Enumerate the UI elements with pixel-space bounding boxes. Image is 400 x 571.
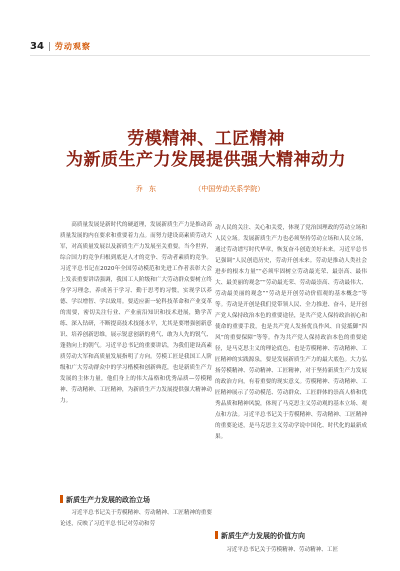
running-header: [30, 40, 91, 52]
subheading-text: 新质生产力发展的政治立场: [66, 496, 150, 504]
author-affiliation: （中国劳动关系学院）: [194, 185, 265, 193]
body-paragraph: 习近平总书记关于劳模精神、劳动精神、工匠: [226, 547, 339, 553]
article-title-line1: 劳模精神、工匠精神: [127, 129, 285, 149]
byline: [0, 184, 400, 194]
body-paragraph: 高质量发展是新时代的硬道理，发展新质生产力是推动高质量发展的内在要求和重要着力点。而努力建设高素质劳动大军，对高质量发展以及新质生产力发展至关重要。当今世界，综合国力的竞争归根到底是人才的竞争、劳动者素质的竞争。习近平总书记在2020年全国劳动模范和先进工作者表彰大会上发表重要讲话强调，我国工人阶级和广大劳动群众要树立终身学习理念，养成善于学习、勤于思考的习惯，实现学以养德、学以增智、学以致用。要适应新一轮科技革命和产业变革的需要，密切关注行业、产业前沿知识和技术进展，勤学苦练、深入钻研，不断提高技术技能水平，尤其是要增强创新意识、培养创新思维，展示锐意创新的勇气、敢为人先的锐气、蓬勃向上的朝气。习近平总书记的重要讲话，为我们建设高素质劳动大军和高质量发展指明了方向。劳模工匠是我国工人阶级和广大劳动群众中的学习楷模和创新典范，也是新质生产力发展的主体力量，他们身上的伟大品格和优秀品质—劳模精神、劳动精神、工匠精神，为新质生产力发展提供强大精神动力。: [60, 222, 212, 404]
section-subheading-right: [215, 531, 305, 541]
subheading-marker: [215, 531, 218, 539]
body-paragraph: 习近平总书记关于劳模精神、劳动精神、工匠精神的重要论述，反映了习近平总书记对劳动和劳: [60, 510, 212, 527]
subheading-marker: [60, 495, 63, 503]
section-subheading-left: [60, 495, 150, 505]
page-number: 34: [30, 40, 44, 52]
subheading-text: 新质生产力发展的价值方向: [221, 532, 305, 540]
article-title-line2: 为新质生产力发展提供强大精神动力: [66, 150, 346, 170]
body-column-right-continued: [215, 545, 367, 556]
header-rule: [30, 55, 370, 56]
author-name: 乔 东: [135, 185, 158, 193]
section-label: 劳动观察: [54, 41, 91, 51]
body-column-left: [60, 220, 212, 407]
body-paragraph: 动人民的关注、关心和关爱，体现了党治国理政的劳动立场和人民立场。发展新质生产力也必须坚持劳动立场和人民立场，通过劳动谱写时代华章，恢复奋斗创造美好未来。习近平总书记强调“人民创造历史，劳动开创未来。劳动是推动人类社会进步的根本力量”“必须牢固树立劳动最光荣、最崇高、最伟大、最美丽的观念”“劳动最光荣、劳动最崇高、劳动最伟大、劳动最美丽的观念”“劳动是开创劳动价值观的基本概念”等等。劳动是开创是我们党带领人民、全力推进、奋斗，是开创产党人保持政治本色的重要途径，是共产党人保持政治初心和使命的重要手段，也是共产党人发扬优良作风、自觉抵御“四风”的重要保障”等等。作为共产党人保持政治本色的重要途径，是马克思主义的理论底色，也是劳模精神、劳动精神、工匠精神的实践源泉，要是发展新质生产力的最大底色。大力弘扬劳模精神、劳动精神、工匠精神，对于坚持新质生产力发展的政治方向，有着重要的现实意义。劳模精神、劳动精神、工匠精神展示了劳动模范、劳动群众、工匠群体的崇高人格和优秀品质和精神风貌，体现了马克思主义劳动观的基本立场、观点和方法。习近平总书记关于劳模精神、劳动精神、工匠精神的重要论述，是马克思主义劳动学说中国化、时代化的最新成果。: [215, 225, 367, 440]
body-column-right: [215, 223, 367, 443]
header-divider: [49, 42, 50, 51]
body-column-left-continued: [60, 508, 212, 530]
